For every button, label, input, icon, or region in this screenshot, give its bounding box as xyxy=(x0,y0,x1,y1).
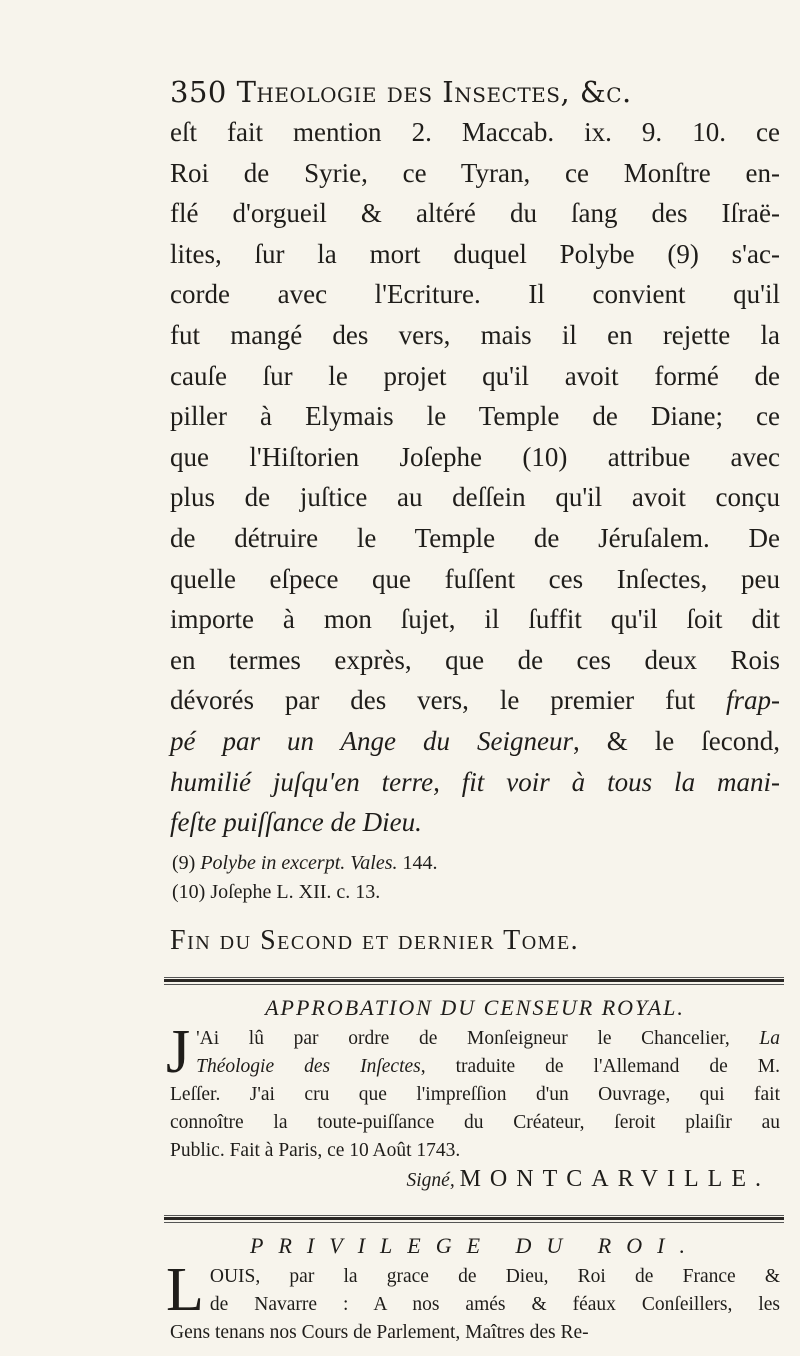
text-line xyxy=(170,762,780,803)
main-paragraph xyxy=(170,112,780,843)
text-line: en termes exprès, que de ces deux Rois xyxy=(170,644,780,675)
text-line xyxy=(170,1025,780,1053)
text-line: piller à Elymais le Temple de Diane; ce xyxy=(170,401,780,432)
text-line xyxy=(170,680,780,721)
dropcap: J xyxy=(166,1017,191,1086)
text-line: Leſſer. J'ai cru que l'impreſſion d'un Ouvrage, qui fait xyxy=(170,1083,780,1105)
text-line: Public. Fait à Paris, ce 10 Août 1743. xyxy=(170,1139,461,1161)
privilege-text xyxy=(166,1255,780,1347)
text-line: fut mangé des vers, mais il en rejette la xyxy=(170,319,780,350)
text-line: Gens tenans nos Cours de Parlement, Maîtres des Re- xyxy=(170,1321,589,1343)
text-line: flé d'orgueil & altéré du ſang des Iſraë- xyxy=(170,198,780,229)
footnote-ref: 144. xyxy=(397,851,438,874)
footnote-ref: Joſephe L. XII. c. 13. xyxy=(205,880,381,903)
privilege-title: PRIVILEGE DU ROI. xyxy=(250,1232,700,1258)
italic-segment: feſte puiſſance de Dieu. xyxy=(170,807,422,838)
footnote-9 xyxy=(172,849,780,878)
end-of-volume: Fin du Second et dernier Tome. xyxy=(170,924,580,956)
signature-line xyxy=(170,1165,780,1195)
text-line xyxy=(170,1053,780,1081)
ornamental-rule xyxy=(164,977,784,985)
footnote-mark: (9) xyxy=(172,851,196,874)
text-line: cauſe ſur le projet qu'il avoit formé de xyxy=(170,360,780,391)
approbation-title: APPROBATION DU CENSEUR ROYAL. xyxy=(265,994,685,1020)
footnote-10 xyxy=(172,878,780,907)
text-line: connoître la toute-puiſſance du Créateur, ſeroit plaiſir au xyxy=(170,1111,780,1133)
text-segment: dévorés par des vers, le premier fut xyxy=(170,685,696,716)
italic-segment: La xyxy=(759,1027,781,1049)
ornamental-rule xyxy=(164,1215,784,1223)
text-line: OUIS, par la grace de Dieu, Roi de France & xyxy=(209,1265,780,1287)
text-line xyxy=(170,802,780,843)
text-line: quelle eſpece que fuſſent ces Inſectes, peu xyxy=(170,563,780,594)
running-head xyxy=(170,72,780,112)
italic-segment: Théologie des Inſectes xyxy=(196,1055,421,1077)
text-line: de Navarre : A nos amés & féaux Conſeillers, les xyxy=(209,1293,780,1315)
text-line: importe à mon ſujet, il ſuffit qu'il ſoit dit xyxy=(170,604,780,635)
italic-segment: humilié juſqu'en terre, fit voir à tous la mani- xyxy=(170,766,780,797)
text-line: plus de juſtice au deſſein qu'il avoit conçu xyxy=(170,482,780,513)
italic-segment: frap- xyxy=(726,685,780,716)
text-line: de détruire le Temple de Jéruſalem. De xyxy=(170,522,780,553)
text-line: lites, ſur la mort duquel Polybe (9) s'ac- xyxy=(170,238,780,269)
approbation-text xyxy=(166,1017,781,1165)
italic-segment: pé par un Ange du Seigneur xyxy=(170,725,573,756)
censor-name: MONTCARVILLE. xyxy=(459,1165,770,1192)
book-page xyxy=(166,72,781,1347)
running-title: Theologie des Insectes, &c. xyxy=(236,75,632,109)
footnote-mark: (10) xyxy=(172,880,206,903)
text-line: eſt fait mention 2. Maccab. ix. 9. 10. ce xyxy=(170,117,780,147)
page-number: 350 xyxy=(170,75,227,109)
dropcap: L xyxy=(166,1255,204,1324)
text-line: que l'Hiſtorien Joſephe (10) attribue avec xyxy=(170,441,780,472)
signed-label: Signé, xyxy=(406,1169,455,1191)
footnotes xyxy=(170,849,780,907)
text-line: Roi de Syrie, ce Tyran, ce Monſtre en- xyxy=(170,157,780,188)
text-line xyxy=(170,721,780,762)
text-line: corde avec l'Ecriture. Il convient qu'il xyxy=(170,279,780,310)
text-segment: 'Ai lû par ordre de Monſeigneur le Chancelier, xyxy=(196,1027,730,1049)
text-segment: , & le ſecond, xyxy=(573,725,780,756)
text-segment: , traduite de l'Allemand de M. xyxy=(420,1055,780,1077)
footnote-source: Polybe in excerpt. Vales. xyxy=(200,851,398,874)
